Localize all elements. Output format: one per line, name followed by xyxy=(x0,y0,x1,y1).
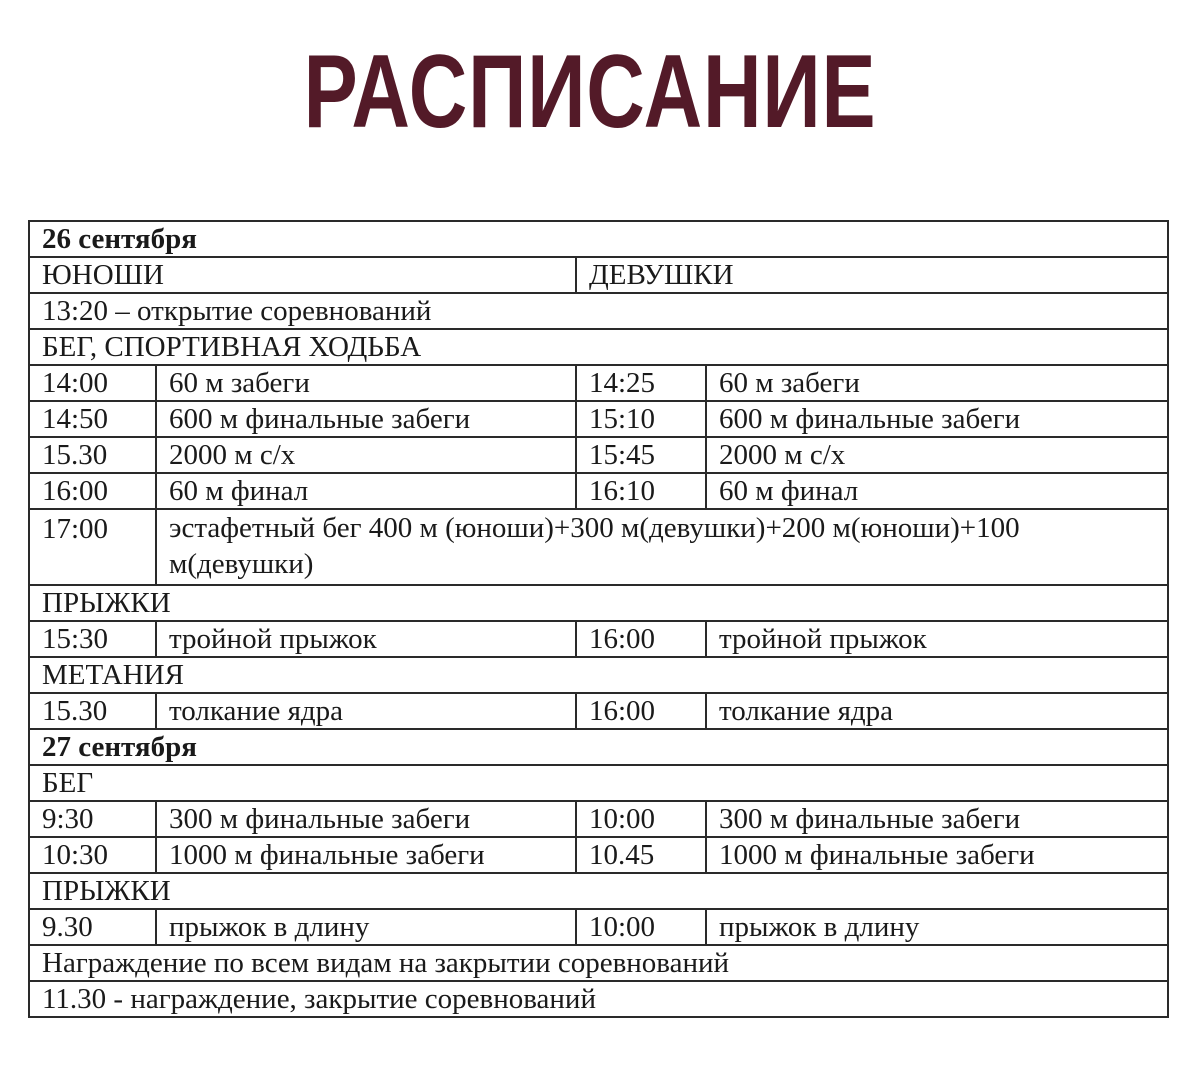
date-row-day2 xyxy=(29,729,1168,765)
boys-event: прыжок в длину xyxy=(156,909,576,945)
girls-time: 10.45 xyxy=(576,837,706,873)
girls-event: тройной прыжок xyxy=(706,621,1168,657)
boys-time: 14:50 xyxy=(29,401,156,437)
girls-time: 16:10 xyxy=(576,473,706,509)
girls-event: прыжок в длину xyxy=(706,909,1168,945)
page-title: РАСПИСАНИЕ xyxy=(303,34,877,150)
awards-note: Награждение по всем видам на закрытии соревнований xyxy=(29,945,1168,981)
event-row xyxy=(29,437,1168,473)
section-heading-row xyxy=(29,329,1168,365)
relay-time: 17:00 xyxy=(29,509,156,585)
section-heading: МЕТАНИЯ xyxy=(29,657,1168,693)
date-row-day1 xyxy=(29,221,1168,257)
boys-time: 15.30 xyxy=(29,693,156,729)
boys-time: 9.30 xyxy=(29,909,156,945)
girls-time: 10:00 xyxy=(576,801,706,837)
boys-header: ЮНОШИ xyxy=(29,257,576,293)
section-heading: ПРЫЖКИ xyxy=(29,873,1168,909)
awards-note-row xyxy=(29,945,1168,981)
boys-time: 15.30 xyxy=(29,437,156,473)
girls-time: 15:10 xyxy=(576,401,706,437)
section-heading-row xyxy=(29,765,1168,801)
boys-time: 9:30 xyxy=(29,801,156,837)
section-heading: ПРЫЖКИ xyxy=(29,585,1168,621)
boys-event: 60 м финал xyxy=(156,473,576,509)
boys-event: 2000 м с/х xyxy=(156,437,576,473)
girls-event: 60 м финал xyxy=(706,473,1168,509)
section-heading: БЕГ, СПОРТИВНАЯ ХОДЬБА xyxy=(29,329,1168,365)
girls-time: 16:00 xyxy=(576,693,706,729)
boys-event: толкание ядра xyxy=(156,693,576,729)
girls-event: 300 м финальные забеги xyxy=(706,801,1168,837)
event-row xyxy=(29,693,1168,729)
opening-cell: 13:20 – открытие соревнований xyxy=(29,293,1168,329)
opening-row xyxy=(29,293,1168,329)
girls-event: толкание ядра xyxy=(706,693,1168,729)
boys-event: 600 м финальные забеги xyxy=(156,401,576,437)
boys-time: 10:30 xyxy=(29,837,156,873)
boys-time: 16:00 xyxy=(29,473,156,509)
section-heading-row xyxy=(29,585,1168,621)
event-row xyxy=(29,621,1168,657)
event-row xyxy=(29,401,1168,437)
event-row xyxy=(29,473,1168,509)
girls-event: 1000 м финальные забеги xyxy=(706,837,1168,873)
closing-cell: 11.30 - награждение, закрытие соревнований xyxy=(29,981,1168,1017)
boys-time: 14:00 xyxy=(29,365,156,401)
girls-event: 2000 м с/х xyxy=(706,437,1168,473)
girls-time: 15:45 xyxy=(576,437,706,473)
section-heading: БЕГ xyxy=(29,765,1168,801)
boys-event: 60 м забеги xyxy=(156,365,576,401)
section-heading-row xyxy=(29,657,1168,693)
girls-event: 600 м финальные забеги xyxy=(706,401,1168,437)
boys-event: 300 м финальные забеги xyxy=(156,801,576,837)
event-row xyxy=(29,837,1168,873)
section-heading-row xyxy=(29,873,1168,909)
girls-time: 16:00 xyxy=(576,621,706,657)
girls-event: 60 м забеги xyxy=(706,365,1168,401)
relay-event: эстафетный бег 400 м (юноши)+300 м(девушки)+200 м(юноши)+100 м(девушки) xyxy=(156,509,1168,585)
boys-event: 1000 м финальные забеги xyxy=(156,837,576,873)
gender-header-row xyxy=(29,257,1168,293)
relay-row xyxy=(29,509,1168,585)
date-cell: 27 сентября xyxy=(29,729,1168,765)
girls-time: 14:25 xyxy=(576,365,706,401)
boys-time: 15:30 xyxy=(29,621,156,657)
girls-time: 10:00 xyxy=(576,909,706,945)
date-cell: 26 сентября xyxy=(29,221,1168,257)
schedule-table xyxy=(28,220,1169,1018)
event-row xyxy=(29,801,1168,837)
girls-header: ДЕВУШКИ xyxy=(576,257,1168,293)
closing-row xyxy=(29,981,1168,1017)
event-row xyxy=(29,909,1168,945)
event-row xyxy=(29,365,1168,401)
boys-event: тройной прыжок xyxy=(156,621,576,657)
